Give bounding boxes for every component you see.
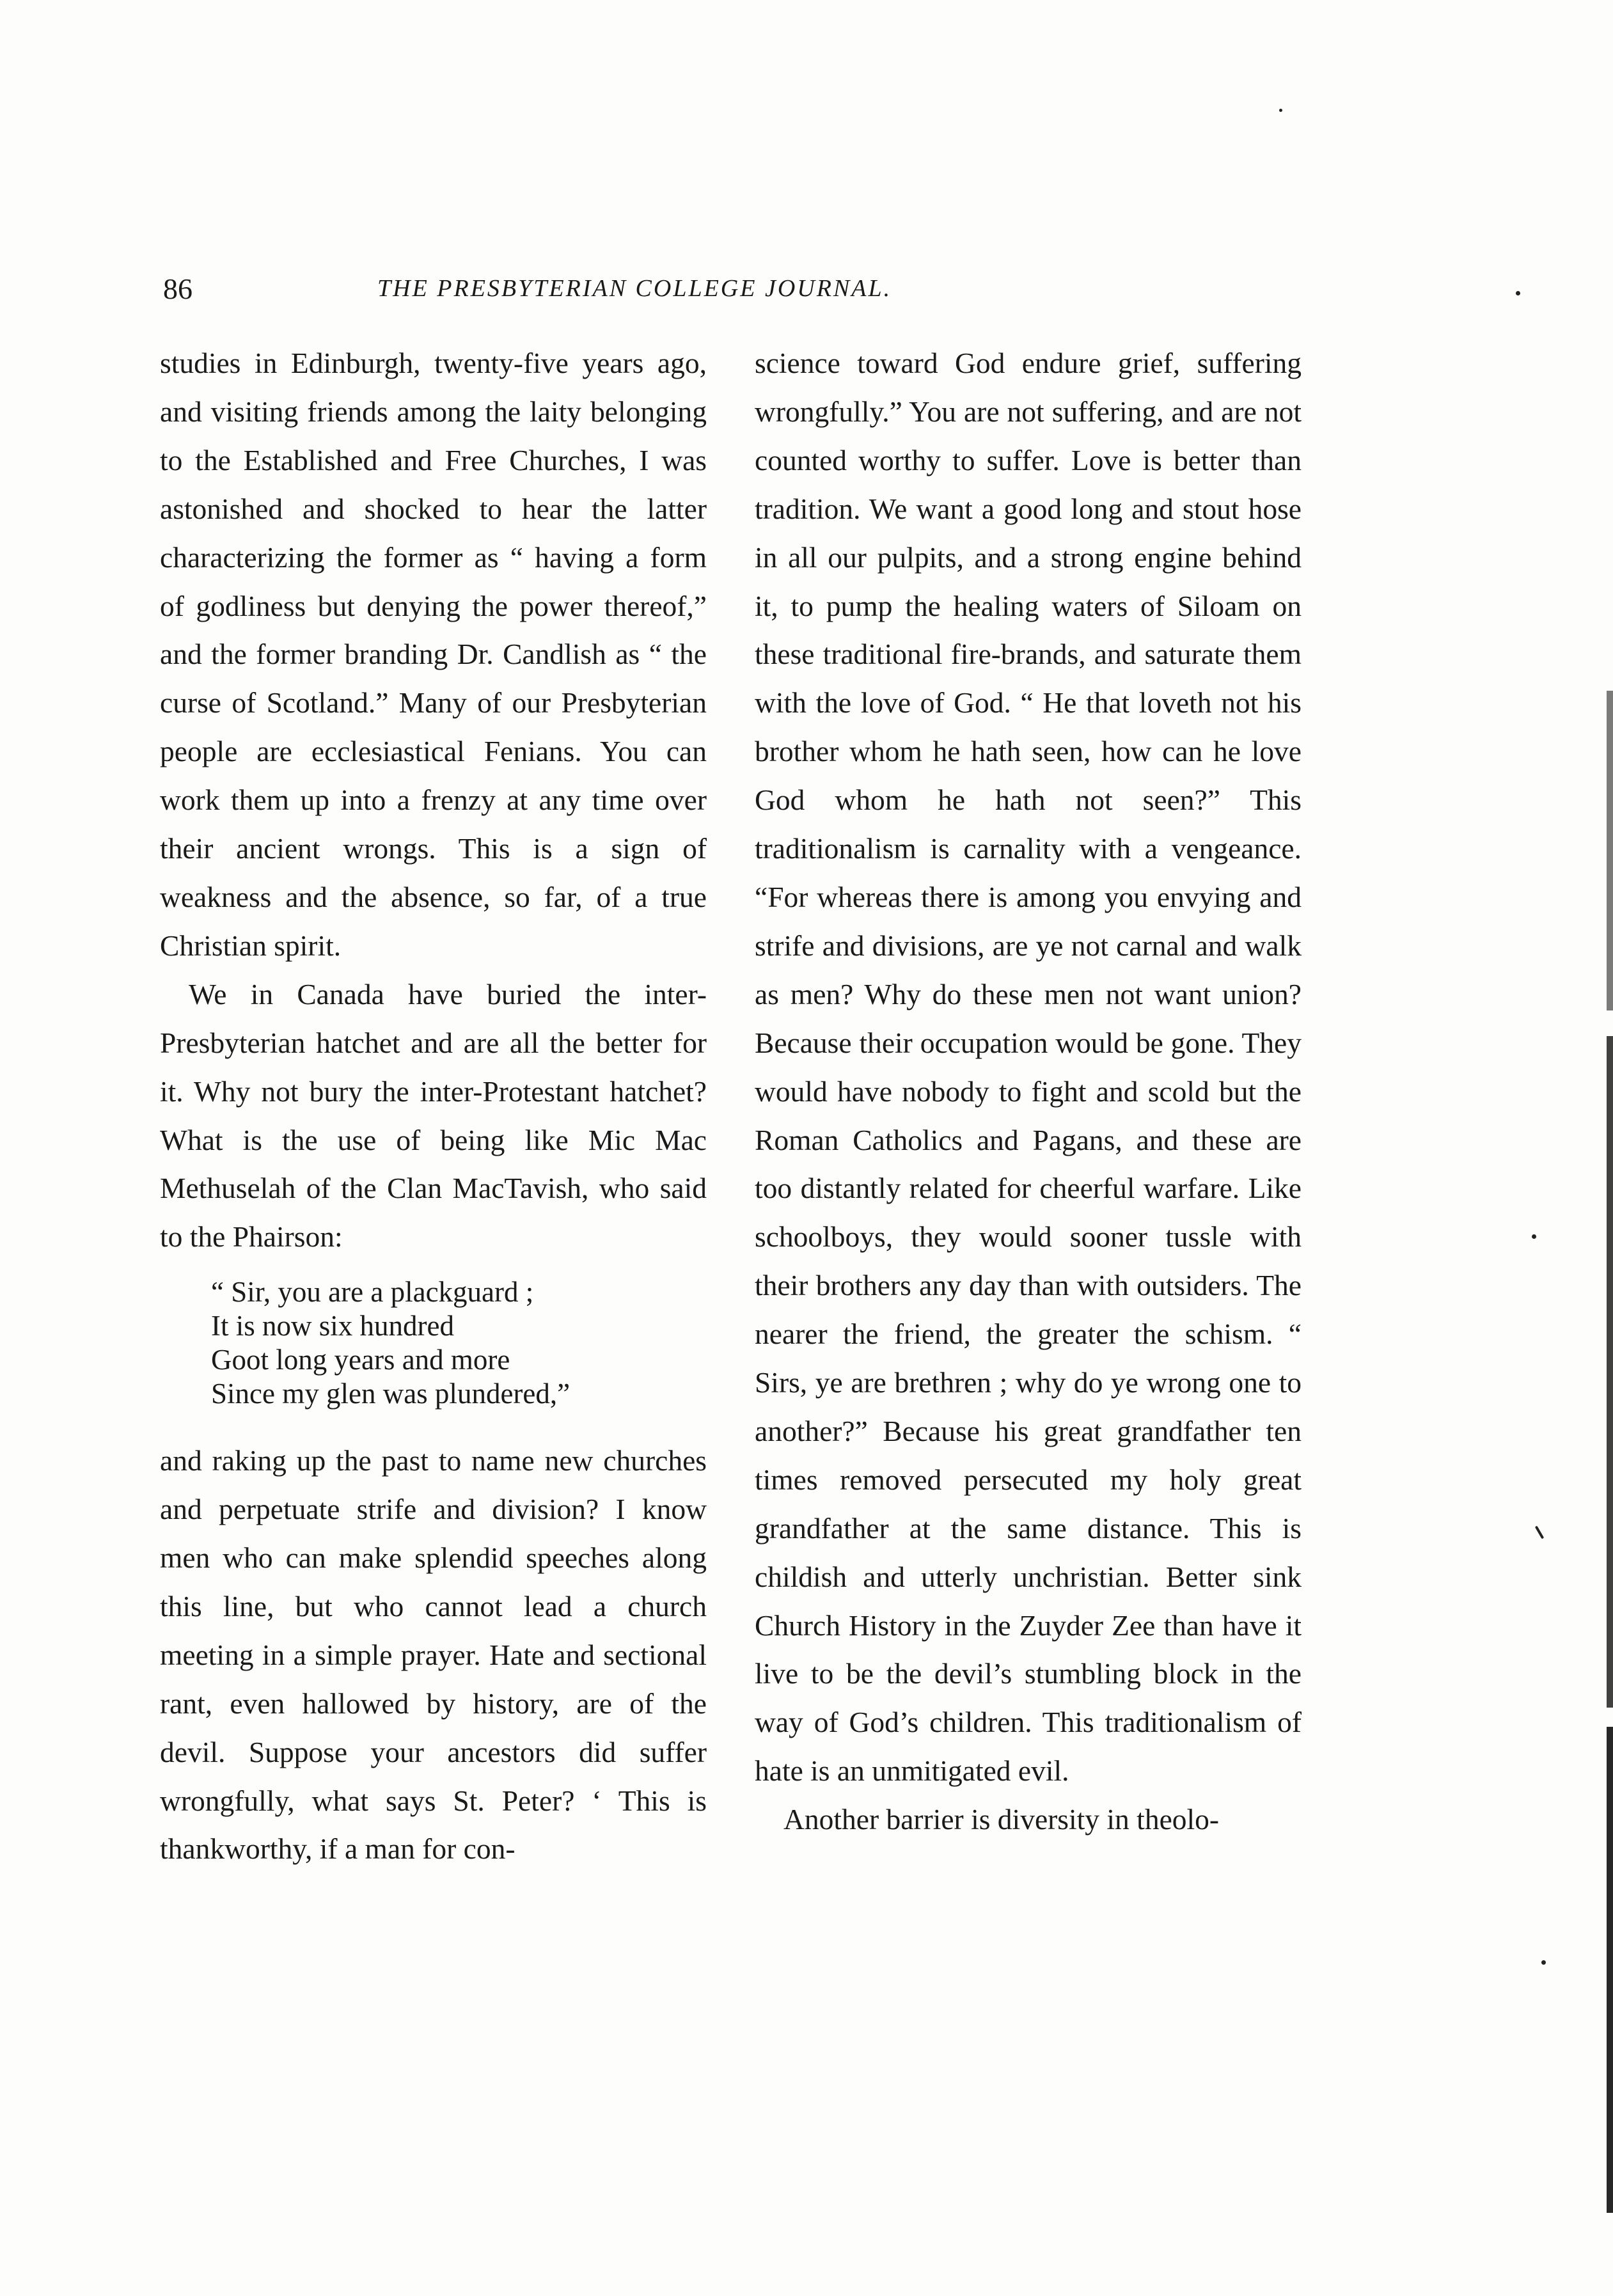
scan-speck <box>1516 291 1520 295</box>
paragraph: and raking up the past to name new churches and perpetuate strife and division? I know men who can make splendid speeches along this line, but who cannot lead a church meeting in a simple prayer. Hate and sectional rant, even hallowed by history, are of the devil. Suppose your ancestors did suffer wrongfully, what says St. Peter? ‘ This is thankworthy, if a man for con- <box>160 1444 707 1866</box>
scan-edge-shadow <box>1607 1036 1613 1708</box>
verse-quote <box>211 1275 707 1411</box>
verse-line: “ Sir, you are a plackguard ; <box>211 1276 534 1309</box>
scan-edge-shadow <box>1607 691 1613 1010</box>
paragraph: We in Canada have buried the inter-Presbyterian hatchet and are all the better for it. Why not bury the inter-Protestant hatchet? What is the use of being like Mic Mac Methuselah of the Clan MacTavish, who said to the Phairson: <box>160 977 707 1254</box>
paragraph: science toward God endure grief, suffering wrongfully.” You are not suffering, and are not counted worthy to suffer. Love is better than tradition. We want a good long and stout hose in all our pulpits, and a strong engine behind it, to pump the healing waters of Siloam on these traditional fire-brands, and saturate them with the love of God. “ He that loveth not his brother whom he hath seen, how can he love God whom he hath not seen?” This traditionalism is carnality with a vengeance. “For whereas there is among you envying and strife and divisions, are ye not carnal and walk as men? Why do these men not want union? Because their occupation would be gone. They would have nobody to fight and scold but the Roman Catholics and Pagans, and these are too distantly related for cheerful warfare. Like schoolboys, they would sooner tussle with their brothers any day than with outsiders. The nearer the friend, the greater the schism. “ Sirs, ye are brethren ; why do ye wrong one to another?” Because his great grandfather ten times removed persecuted my holy great grandfather at the same distance. This is childish and utterly unchristian. Better sink Church History in the Zuyder Zee than have it live to be the devil’s stumbling block in the way of God’s children. This traditionalism of hate is an unmitigated evil. <box>755 347 1302 1788</box>
page-header <box>163 272 1122 323</box>
scan-speck <box>1535 1525 1544 1539</box>
page-number: 86 <box>163 272 193 305</box>
verse-line: Goot long years and more <box>211 1344 510 1376</box>
paragraph: studies in Edinburgh, twenty-five years ago, and visiting friends among the laity belonging to the Established and Free Churches, I was astonished and shocked to hear the latter characterizing the former as “ having a form of godliness but denying the power thereof,” and the former branding Dr. Candlish as “ the curse of Scotland.” Many of our Presbyterian people are ecclesiastical Fenians. You can work them up into a frenzy at any time over their ancient wrongs. This is a sign of weakness and the absence, so far, of a true Christian spirit. <box>160 347 707 962</box>
right-column <box>755 339 1302 1844</box>
verse-line: Since my glen was plundered,” <box>211 1378 570 1410</box>
scan-speck <box>1532 1234 1536 1239</box>
paragraph: Another barrier is diversity in theolo- <box>783 1803 1220 1836</box>
scan-edge-shadow <box>1607 1727 1613 2213</box>
left-column <box>160 339 707 1873</box>
verse-line: It is now six hundred <box>211 1310 454 1342</box>
scan-speck <box>1541 1960 1546 1965</box>
running-head: THE PRESBYTERIAN COLLEGE JOURNAL. <box>377 275 892 302</box>
scan-speck <box>1279 109 1282 112</box>
